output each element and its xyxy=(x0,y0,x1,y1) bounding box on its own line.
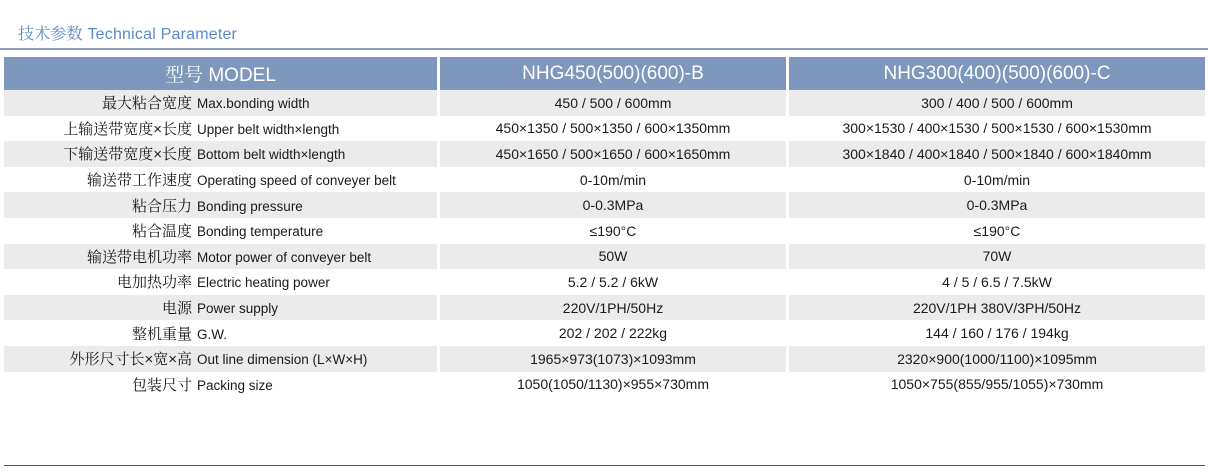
value-model-b: 5.2 / 5.2 / 6kW xyxy=(440,269,789,295)
parameter-cell xyxy=(4,90,440,116)
parameter-name-en: Power supply xyxy=(197,301,279,317)
parameter-name-en: Bottom belt width×length xyxy=(197,147,346,163)
parameter-name-en: Max.bonding width xyxy=(197,96,310,112)
parameter-cell xyxy=(4,320,440,346)
parameter-name-en: Electric heating power xyxy=(197,275,330,291)
model-header-c: NHG300(400)(500)(600)-C xyxy=(789,57,1205,90)
value-model-c: 4 / 5 / 6.5 / 7.5kW xyxy=(789,269,1205,295)
parameter-name-cn: 输送带工作速度 xyxy=(86,172,192,190)
value-model-b: 450×1650 / 500×1650 / 600×1650mm xyxy=(440,141,789,167)
table-row xyxy=(4,90,1205,116)
value-model-b: 220V/1PH/50Hz xyxy=(440,295,789,321)
table-row xyxy=(4,244,1205,270)
parameter-name-cn: 粘合压力 xyxy=(131,197,192,215)
parameter-name-cn: 粘合温度 xyxy=(131,223,192,241)
table-bottom-rule xyxy=(4,465,1205,466)
table-row xyxy=(4,372,1205,398)
value-model-c: 70W xyxy=(789,244,1205,270)
parameter-name-en: Bonding pressure xyxy=(197,198,303,214)
parameter-name-en: Motor power of conveyer belt xyxy=(197,249,372,265)
value-model-b: ≤190°C xyxy=(440,218,789,244)
table-header-row xyxy=(4,57,1205,90)
model-header-b: NHG450(500)(600)-B xyxy=(440,57,789,90)
parameter-name-cn: 最大粘合宽度 xyxy=(101,95,192,113)
section-title: 技术参数 Technical Parameter xyxy=(18,26,238,43)
table-row xyxy=(4,116,1205,142)
parameter-name-cn: 包装尺寸 xyxy=(131,376,192,394)
parameter-cell xyxy=(4,269,440,295)
value-model-b: 0-10m/min xyxy=(440,167,789,193)
parameter-cell xyxy=(4,295,440,321)
table-row xyxy=(4,141,1205,167)
value-model-c: 144 / 160 / 176 / 194kg xyxy=(789,320,1205,346)
table-row xyxy=(4,192,1205,218)
value-model-c: ≤190°C xyxy=(789,218,1205,244)
value-model-c: 2320×900(1000/1100)×1095mm xyxy=(789,346,1205,372)
parameter-cell xyxy=(4,372,440,398)
parameter-name-cn: 电源 xyxy=(161,300,192,318)
parameter-cell xyxy=(4,167,440,193)
table-row xyxy=(4,346,1205,372)
table-row xyxy=(4,295,1205,321)
parameter-name-en: Out line dimension (L×W×H) xyxy=(197,352,368,368)
parameter-name-en: Upper belt width×length xyxy=(197,121,340,137)
table-row xyxy=(4,218,1205,244)
parameter-name-cn: 电加热功率 xyxy=(116,274,192,292)
spec-table xyxy=(4,57,1205,397)
parameter-name-en: Operating speed of conveyer belt xyxy=(197,173,396,189)
parameter-cell xyxy=(4,141,440,167)
parameter-cell xyxy=(4,192,440,218)
value-model-c: 220V/1PH 380V/3PH/50Hz xyxy=(789,295,1205,321)
value-model-b: 202 / 202 / 222kg xyxy=(440,320,789,346)
parameter-name-en: Bonding temperature xyxy=(197,224,324,240)
value-model-c: 0-10m/min xyxy=(789,167,1205,193)
parameter-cell xyxy=(4,218,440,244)
value-model-b: 1965×973(1073)×1093mm xyxy=(440,346,789,372)
value-model-c: 300×1530 / 400×1530 / 500×1530 / 600×1530mm xyxy=(789,116,1205,142)
table-row xyxy=(4,269,1205,295)
table-row xyxy=(4,320,1205,346)
parameter-name-en: G.W. xyxy=(197,326,227,342)
parameter-name-cn: 下输送带宽度×长度 xyxy=(63,146,192,164)
value-model-b: 0-0.3MPa xyxy=(440,192,789,218)
value-model-c: 1050×755(855/955/1055)×730mm xyxy=(789,372,1205,398)
parameter-name-cn: 上输送带宽度×长度 xyxy=(63,120,192,138)
value-model-c: 300×1840 / 400×1840 / 500×1840 / 600×1840mm xyxy=(789,141,1205,167)
value-model-b: 450 / 500 / 600mm xyxy=(440,90,789,116)
parameter-name-cn: 外形尺寸长×宽×高 xyxy=(69,351,192,369)
parameter-name-cn: 输送带电机功率 xyxy=(86,248,192,266)
parameter-name-en: Packing size xyxy=(197,377,273,393)
title-divider xyxy=(0,48,1208,50)
value-model-b: 50W xyxy=(440,244,789,270)
value-model-b: 450×1350 / 500×1350 / 600×1350mm xyxy=(440,116,789,142)
table-row xyxy=(4,167,1205,193)
value-model-b: 1050(1050/1130)×955×730mm xyxy=(440,372,789,398)
parameter-cell xyxy=(4,244,440,270)
parameter-cell xyxy=(4,346,440,372)
spec-table-body xyxy=(4,90,1205,397)
parameter-name-cn: 整机重量 xyxy=(131,325,192,343)
model-label-header: 型号 MODEL xyxy=(4,57,440,90)
value-model-c: 0-0.3MPa xyxy=(789,192,1205,218)
value-model-c: 300 / 400 / 500 / 600mm xyxy=(789,90,1205,116)
parameter-cell xyxy=(4,116,440,142)
